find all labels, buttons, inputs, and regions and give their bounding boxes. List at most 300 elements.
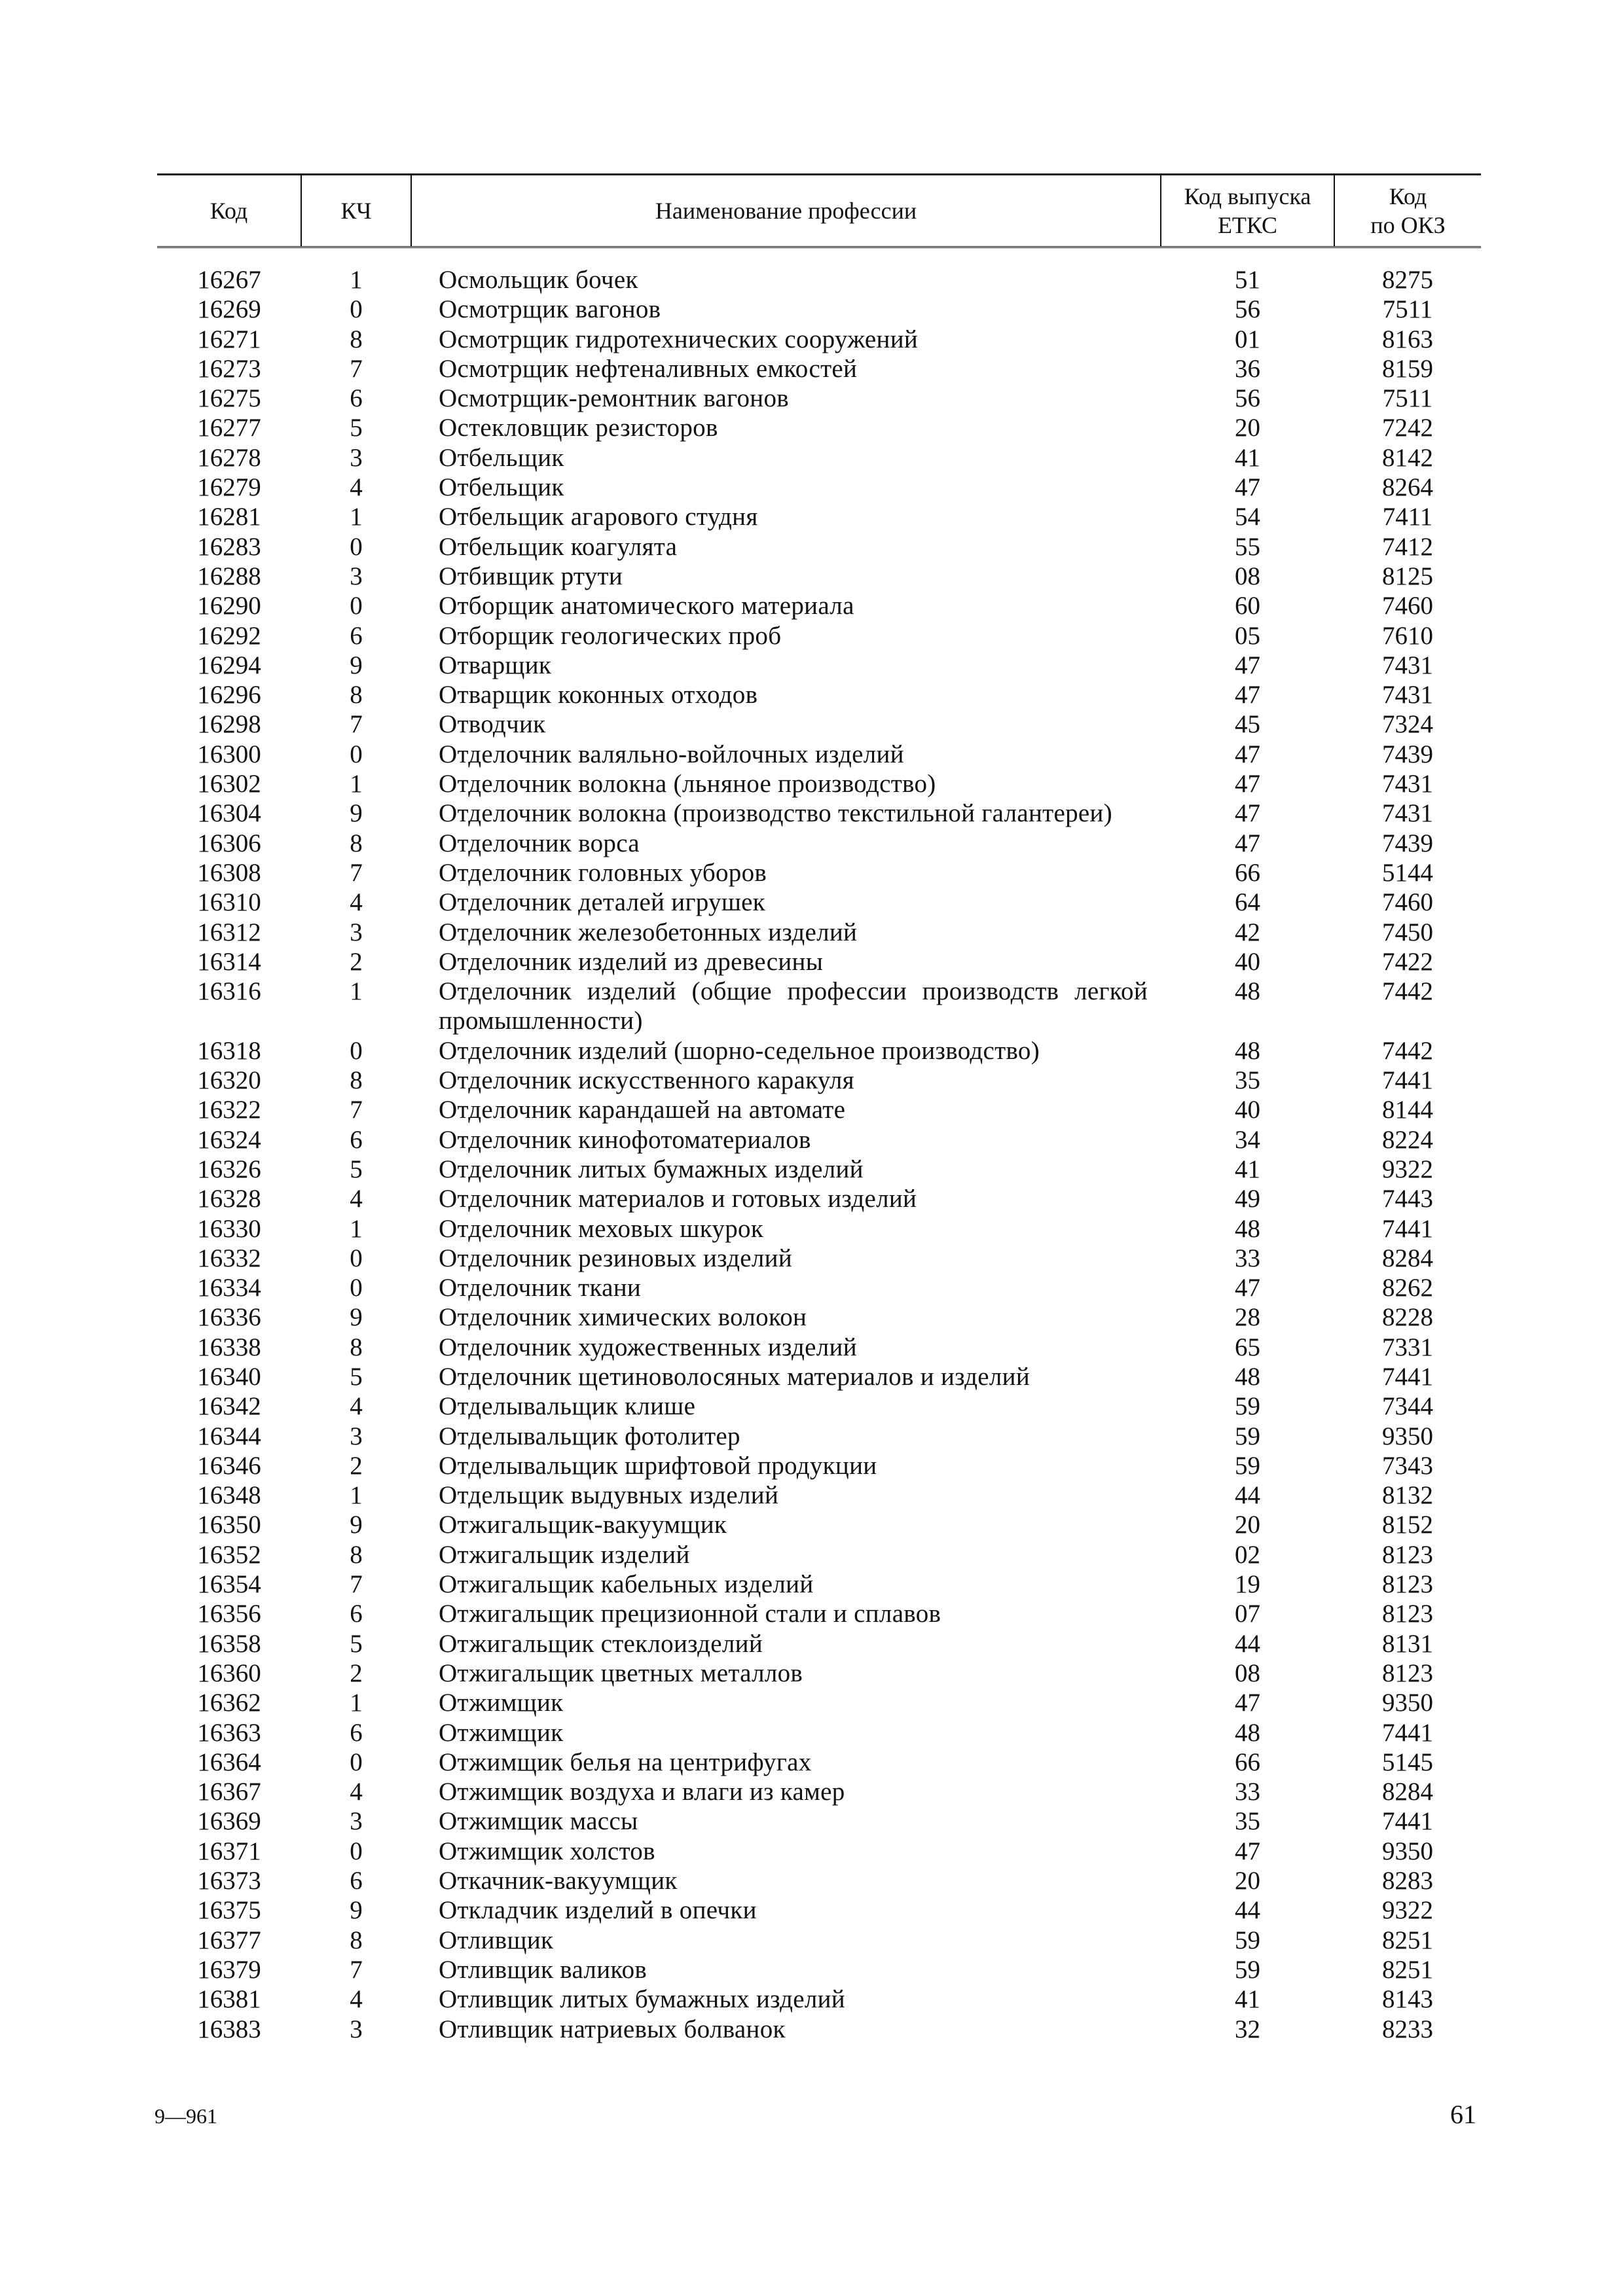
cell-name: Отделывальщик клише xyxy=(439,1392,696,1421)
cell-okz: 7242 xyxy=(1382,414,1433,442)
cell-okz: 8123 xyxy=(1382,1600,1433,1628)
cell-kch: 5 xyxy=(350,1629,363,1658)
cell-okz: 8275 xyxy=(1382,266,1433,294)
cell-okz: 7422 xyxy=(1382,947,1433,976)
cell-kch: 0 xyxy=(350,1274,363,1302)
table-row xyxy=(157,1155,1481,1184)
cell-code: 16346 xyxy=(197,1451,261,1480)
cell-okz: 9322 xyxy=(1382,1896,1433,1925)
cell-kch: 2 xyxy=(350,1659,363,1687)
cell-name: Отделочник химических волокон xyxy=(439,1303,807,1332)
table-row xyxy=(157,1806,1481,1836)
cell-name: Отделочник деталей игрушек xyxy=(439,888,766,917)
cell-kch: 6 xyxy=(350,621,363,650)
table-row xyxy=(157,1302,1481,1332)
cell-name: Отделочник изделий (шорно-седельное производство) xyxy=(439,1036,1040,1065)
cell-okz: 8283 xyxy=(1382,1867,1433,1895)
cell-code: 16288 xyxy=(197,562,261,590)
cell-okz: 8143 xyxy=(1382,1985,1433,2014)
cell-etks: 33 xyxy=(1235,1244,1260,1272)
cell-okz: 8144 xyxy=(1382,1096,1433,1124)
cell-kch: 8 xyxy=(350,1333,363,1361)
cell-kch: 0 xyxy=(350,295,363,324)
cell-kch: 1 xyxy=(350,1481,363,1510)
cell-code: 16350 xyxy=(197,1511,261,1539)
table-row xyxy=(157,354,1481,384)
cell-code: 16316 xyxy=(197,977,261,1006)
cell-code: 16371 xyxy=(197,1837,261,1865)
cell-kch: 5 xyxy=(350,414,363,442)
cell-etks: 20 xyxy=(1235,414,1260,442)
cell-code: 16294 xyxy=(197,651,261,679)
cell-kch: 5 xyxy=(350,1362,363,1391)
cell-kch: 6 xyxy=(350,1600,363,1628)
table-row xyxy=(157,1688,1481,1717)
table-row xyxy=(157,562,1481,591)
cell-okz: 8284 xyxy=(1382,1244,1433,1272)
cell-code: 16375 xyxy=(197,1896,261,1925)
cell-name: Отделочник ткани xyxy=(439,1274,642,1302)
cell-kch: 0 xyxy=(350,592,363,620)
cell-kch: 4 xyxy=(350,1985,363,2014)
table-row xyxy=(157,1391,1481,1421)
cell-code: 16352 xyxy=(197,1540,261,1569)
cell-okz: 7441 xyxy=(1382,1807,1433,1836)
cell-kch: 5 xyxy=(350,1155,363,1183)
cell-kch: 6 xyxy=(350,384,363,413)
table-row xyxy=(157,473,1481,502)
cell-kch: 9 xyxy=(350,799,363,828)
header-okz-line1: Код xyxy=(1389,183,1427,209)
cell-kch: 7 xyxy=(350,1096,363,1124)
cell-etks: 41 xyxy=(1235,1155,1260,1183)
cell-name: Отделочник изделий из древесины xyxy=(439,947,824,976)
cell-code: 16358 xyxy=(197,1629,261,1658)
cell-etks: 47 xyxy=(1235,740,1260,768)
table-row xyxy=(157,532,1481,562)
cell-name: Отделочник ворса xyxy=(439,829,640,857)
cell-kch: 0 xyxy=(350,1748,363,1776)
cell-kch: 8 xyxy=(350,1926,363,1954)
cell-etks: 44 xyxy=(1235,1481,1260,1510)
page-number: 61 xyxy=(1450,2100,1476,2129)
cell-kch: 8 xyxy=(350,325,363,353)
cell-code: 16363 xyxy=(197,1718,261,1747)
cell-etks: 33 xyxy=(1235,1778,1260,1806)
table-row xyxy=(157,1422,1481,1451)
cell-etks: 47 xyxy=(1235,829,1260,857)
cell-kch: 7 xyxy=(350,354,363,383)
cell-etks: 48 xyxy=(1235,1214,1260,1243)
cell-etks: 20 xyxy=(1235,1511,1260,1539)
cell-code: 16362 xyxy=(197,1689,261,1717)
cell-code: 16326 xyxy=(197,1155,261,1183)
cell-etks: 48 xyxy=(1235,977,1260,1006)
cell-etks: 41 xyxy=(1235,1985,1260,2014)
cell-okz: 7450 xyxy=(1382,918,1433,946)
cell-okz: 9350 xyxy=(1382,1689,1433,1717)
cell-name: Отделывальщик фотолитер xyxy=(439,1422,740,1450)
cell-name: Отжигальщик цветных металлов xyxy=(439,1659,803,1687)
cell-code: 16267 xyxy=(197,266,261,294)
table-row xyxy=(157,1748,1481,1777)
cell-name: Отбельщик xyxy=(439,443,564,472)
cell-code: 16334 xyxy=(197,1274,261,1302)
cell-kch: 1 xyxy=(350,1214,363,1243)
cell-etks: 47 xyxy=(1235,473,1260,502)
cell-code: 16310 xyxy=(197,888,261,917)
cell-code: 16330 xyxy=(197,1214,261,1243)
table-row xyxy=(157,977,1481,1036)
cell-okz: 8284 xyxy=(1382,1778,1433,1806)
cell-code: 16308 xyxy=(197,858,261,887)
cell-name: Отделочник кинофотоматериалов xyxy=(439,1125,811,1154)
cell-kch: 1 xyxy=(350,770,363,798)
table-row xyxy=(157,1629,1481,1659)
cell-code: 16283 xyxy=(197,532,261,561)
cell-kch: 7 xyxy=(350,1570,363,1599)
table-row xyxy=(157,1926,1481,1955)
cell-name: Отварщик xyxy=(439,651,552,679)
cell-etks: 59 xyxy=(1235,1451,1260,1480)
table-row xyxy=(157,1895,1481,1925)
cell-code: 16273 xyxy=(197,354,261,383)
cell-name: Отделочник искусственного каракуля xyxy=(439,1066,854,1095)
table-row xyxy=(157,829,1481,858)
cell-okz: 9322 xyxy=(1382,1155,1433,1183)
cell-okz: 7460 xyxy=(1382,888,1433,917)
table-row xyxy=(157,1837,1481,1866)
cell-okz: 7343 xyxy=(1382,1451,1433,1480)
cell-code: 16379 xyxy=(197,1955,261,1984)
table-row xyxy=(157,680,1481,709)
cell-okz: 8159 xyxy=(1382,354,1433,383)
cell-name: Отжимщик холстов xyxy=(439,1837,655,1865)
cell-name: Отбельщик xyxy=(439,473,564,502)
cell-etks: 54 xyxy=(1235,503,1260,531)
cell-kch: 4 xyxy=(350,1185,363,1213)
cell-kch: 4 xyxy=(350,473,363,502)
cell-kch: 0 xyxy=(350,1837,363,1865)
cell-etks: 47 xyxy=(1235,651,1260,679)
table-row xyxy=(157,858,1481,888)
cell-name: Отжигальщик кабельных изделий xyxy=(439,1570,814,1599)
table-row xyxy=(157,1066,1481,1095)
table-row xyxy=(157,1244,1481,1273)
cell-okz: 7439 xyxy=(1382,740,1433,768)
cell-kch: 8 xyxy=(350,681,363,709)
cell-okz: 7511 xyxy=(1382,295,1433,324)
cell-kch: 3 xyxy=(350,1807,363,1836)
table-row xyxy=(157,1777,1481,1806)
cell-name: Отжимщик воздуха и влаги из камер xyxy=(439,1778,845,1806)
table-row xyxy=(157,1273,1481,1302)
cell-name: Отжимщик белья на центрифугах xyxy=(439,1748,812,1776)
table-row xyxy=(157,265,1481,295)
cell-name: Отжигальщик прецизионной стали и сплавов xyxy=(439,1600,941,1628)
cell-etks: 59 xyxy=(1235,1955,1260,1984)
cell-etks: 66 xyxy=(1235,858,1260,887)
cell-kch: 9 xyxy=(350,1511,363,1539)
cell-kch: 7 xyxy=(350,1955,363,1984)
cell-kch: 7 xyxy=(350,858,363,887)
cell-kch: 8 xyxy=(350,829,363,857)
cell-okz: 5144 xyxy=(1382,858,1433,887)
cell-etks: 56 xyxy=(1235,295,1260,324)
table-row xyxy=(157,325,1481,354)
cell-okz: 7441 xyxy=(1382,1362,1433,1391)
cell-kch: 3 xyxy=(350,562,363,590)
cell-code: 16300 xyxy=(197,740,261,768)
cell-kch: 8 xyxy=(350,1540,363,1569)
cell-name: Отжимщик xyxy=(439,1689,564,1717)
cell-kch: 8 xyxy=(350,1066,363,1095)
cell-etks: 08 xyxy=(1235,562,1260,590)
cell-okz: 7441 xyxy=(1382,1718,1433,1747)
cell-kch: 7 xyxy=(350,710,363,739)
cell-name: Отделочник волокна (производство текстильной галантереи) xyxy=(439,799,1112,828)
cell-code: 16369 xyxy=(197,1807,261,1836)
cell-okz: 8152 xyxy=(1382,1511,1433,1539)
cell-etks: 02 xyxy=(1235,1540,1260,1569)
table-row xyxy=(157,413,1481,442)
table-row xyxy=(157,918,1481,947)
cell-name: Отбельщик коагулята xyxy=(439,532,678,561)
cell-okz: 8251 xyxy=(1382,1955,1433,1984)
table-row xyxy=(157,1125,1481,1155)
cell-etks: 51 xyxy=(1235,266,1260,294)
cell-name: Отливщик валиков xyxy=(439,1955,647,1984)
table-row xyxy=(157,1036,1481,1066)
cell-code: 16360 xyxy=(197,1659,261,1687)
cell-etks: 44 xyxy=(1235,1896,1260,1925)
table-row xyxy=(157,384,1481,413)
cell-etks: 47 xyxy=(1235,799,1260,828)
cell-okz: 7412 xyxy=(1382,532,1433,561)
cell-kch: 0 xyxy=(350,532,363,561)
cell-name: Отжимщик xyxy=(439,1718,564,1747)
cell-etks: 47 xyxy=(1235,1274,1260,1302)
cell-name: Отжимщик массы xyxy=(439,1807,638,1836)
cell-okz: 8125 xyxy=(1382,562,1433,590)
table-row xyxy=(157,295,1481,324)
cell-etks: 59 xyxy=(1235,1392,1260,1421)
cell-code: 16302 xyxy=(197,770,261,798)
cell-kch: 6 xyxy=(350,1718,363,1747)
table-row xyxy=(157,769,1481,798)
table-row xyxy=(157,888,1481,917)
cell-kch: 1 xyxy=(350,503,363,531)
cell-name: Отливщик литых бумажных изделий xyxy=(439,1985,845,2014)
cell-code: 16269 xyxy=(197,295,261,324)
cell-etks: 47 xyxy=(1235,770,1260,798)
cell-okz: 7442 xyxy=(1382,977,1433,1006)
cell-okz: 9350 xyxy=(1382,1422,1433,1450)
table-row xyxy=(157,502,1481,531)
table-row xyxy=(157,2015,1481,2044)
cell-okz: 7431 xyxy=(1382,770,1433,798)
cell-okz: 7344 xyxy=(1382,1392,1433,1421)
cell-etks: 48 xyxy=(1235,1718,1260,1747)
table-row xyxy=(157,709,1481,739)
cell-name: Отборщик анатомического материала xyxy=(439,592,854,620)
cell-etks: 40 xyxy=(1235,1096,1260,1124)
cell-etks: 49 xyxy=(1235,1185,1260,1213)
cell-okz: 8131 xyxy=(1382,1629,1433,1658)
cell-okz: 8163 xyxy=(1382,325,1433,353)
cell-etks: 34 xyxy=(1235,1125,1260,1154)
cell-kch: 9 xyxy=(350,1896,363,1925)
cell-name: Отделочник волокна (льняное производство) xyxy=(439,770,936,798)
cell-etks: 60 xyxy=(1235,592,1260,620)
cell-name: Отдельщик выдувных изделий xyxy=(439,1481,779,1510)
table-row xyxy=(157,798,1481,828)
cell-name: Отжигальщик-вакуумщик xyxy=(439,1511,727,1539)
cell-kch: 4 xyxy=(350,1778,363,1806)
cell-etks: 56 xyxy=(1235,384,1260,413)
cell-code: 16324 xyxy=(197,1125,261,1154)
professions-table xyxy=(157,173,1481,2044)
cell-code: 16290 xyxy=(197,592,261,620)
cell-etks: 35 xyxy=(1235,1066,1260,1095)
cell-kch: 3 xyxy=(350,443,363,472)
cell-code: 16367 xyxy=(197,1778,261,1806)
cell-code: 16383 xyxy=(197,2015,261,2043)
table-row xyxy=(157,651,1481,680)
table-row xyxy=(157,1955,1481,1984)
cell-code: 16320 xyxy=(197,1066,261,1095)
cell-name: Откачник-вакуумщик xyxy=(439,1867,678,1895)
cell-name: Отделочник литых бумажных изделий xyxy=(439,1155,864,1183)
table-row xyxy=(157,591,1481,620)
cell-kch: 1 xyxy=(350,1689,363,1717)
cell-okz: 8233 xyxy=(1382,2015,1433,2043)
cell-name: Отделочник карандашей на автомате xyxy=(439,1096,846,1124)
header-etks-code xyxy=(1161,175,1334,247)
header-kch: КЧ xyxy=(301,175,411,247)
table-row xyxy=(157,1333,1481,1362)
cell-name: Отделочник меховых шкурок xyxy=(439,1214,764,1243)
table-row xyxy=(157,1510,1481,1539)
cell-name: Отделочник изделий (общие профессии производств легкой промышленности) xyxy=(439,977,1148,1035)
cell-kch: 1 xyxy=(350,266,363,294)
cell-okz: 7411 xyxy=(1382,503,1433,531)
cell-etks: 42 xyxy=(1235,918,1260,946)
cell-code: 16332 xyxy=(197,1244,261,1272)
cell-kch: 6 xyxy=(350,1125,363,1154)
cell-kch: 0 xyxy=(350,1244,363,1272)
cell-name: Отделывальщик шрифтовой продукции xyxy=(439,1451,877,1480)
cell-code: 16340 xyxy=(197,1362,261,1391)
cell-etks: 59 xyxy=(1235,1422,1260,1450)
cell-etks: 32 xyxy=(1235,2015,1260,2043)
table-header xyxy=(157,175,1481,266)
cell-okz: 7431 xyxy=(1382,681,1433,709)
cell-name: Отборщик геологических проб xyxy=(439,621,782,650)
cell-name: Отделочник резиновых изделий xyxy=(439,1244,792,1272)
table-row xyxy=(157,1659,1481,1688)
print-signature: 9—961 xyxy=(155,2104,217,2128)
cell-name: Отжигальщик изделий xyxy=(439,1540,690,1569)
cell-code: 16275 xyxy=(197,384,261,413)
cell-okz: 7441 xyxy=(1382,1214,1433,1243)
cell-kch: 6 xyxy=(350,1867,363,1895)
cell-kch: 2 xyxy=(350,1451,363,1480)
table-row xyxy=(157,1718,1481,1748)
cell-okz: 8224 xyxy=(1382,1125,1433,1154)
cell-okz: 8132 xyxy=(1382,1481,1433,1510)
cell-etks: 45 xyxy=(1235,710,1260,739)
cell-code: 16306 xyxy=(197,829,261,857)
cell-etks: 66 xyxy=(1235,1748,1260,1776)
header-etks-line2: ЕТКС xyxy=(1217,212,1278,238)
cell-name: Отделочник головных уборов xyxy=(439,858,767,887)
cell-etks: 28 xyxy=(1235,1303,1260,1332)
cell-okz: 5145 xyxy=(1382,1748,1433,1776)
cell-code: 16278 xyxy=(197,443,261,472)
cell-name: Отделочник материалов и готовых изделий xyxy=(439,1185,917,1213)
cell-etks: 65 xyxy=(1235,1333,1260,1361)
cell-okz: 7610 xyxy=(1382,621,1433,650)
table-row xyxy=(157,1866,1481,1895)
cell-code: 16292 xyxy=(197,621,261,650)
cell-code: 16298 xyxy=(197,710,261,739)
cell-code: 16322 xyxy=(197,1096,261,1124)
cell-okz: 8142 xyxy=(1382,443,1433,472)
cell-name: Отводчик xyxy=(439,710,546,739)
cell-code: 16314 xyxy=(197,947,261,976)
cell-code: 16271 xyxy=(197,325,261,353)
cell-code: 16342 xyxy=(197,1392,261,1421)
cell-code: 16354 xyxy=(197,1570,261,1599)
table-row xyxy=(157,1451,1481,1480)
cell-etks: 01 xyxy=(1235,325,1260,353)
cell-okz: 8123 xyxy=(1382,1540,1433,1569)
cell-kch: 4 xyxy=(350,888,363,917)
cell-etks: 41 xyxy=(1235,443,1260,472)
cell-name: Отжигальщик стеклоизделий xyxy=(439,1629,763,1658)
cell-etks: 40 xyxy=(1235,947,1260,976)
table-row xyxy=(157,621,1481,651)
cell-kch: 0 xyxy=(350,740,363,768)
professions-table-wrapper xyxy=(157,173,1481,2044)
cell-kch: 1 xyxy=(350,977,363,1006)
cell-okz: 8264 xyxy=(1382,473,1433,502)
cell-okz: 9350 xyxy=(1382,1837,1433,1865)
cell-kch: 3 xyxy=(350,918,363,946)
cell-code: 16304 xyxy=(197,799,261,828)
cell-okz: 7431 xyxy=(1382,799,1433,828)
cell-kch: 9 xyxy=(350,1303,363,1332)
cell-okz: 7331 xyxy=(1382,1333,1433,1361)
table-row xyxy=(157,443,1481,473)
cell-name: Откладчик изделий в опечки xyxy=(439,1896,757,1925)
cell-code: 16356 xyxy=(197,1600,261,1628)
cell-name: Отливщик натриевых болванок xyxy=(439,2015,786,2043)
cell-etks: 08 xyxy=(1235,1659,1260,1687)
cell-name: Осмотрщик нефтеналивных емкостей xyxy=(439,354,858,383)
cell-etks: 20 xyxy=(1235,1867,1260,1895)
table-row xyxy=(157,1214,1481,1244)
cell-name: Осмотрщик-ремонтник вагонов xyxy=(439,384,789,413)
cell-code: 16328 xyxy=(197,1185,261,1213)
cell-etks: 35 xyxy=(1235,1807,1260,1836)
cell-name: Отделочник валяльно-войлочных изделий xyxy=(439,740,904,768)
cell-okz: 8123 xyxy=(1382,1659,1433,1687)
cell-name: Осмотрщик гидротехнических сооружений xyxy=(439,325,919,353)
table-row xyxy=(157,1984,1481,2014)
cell-name: Отделочник щетиноволосяных материалов и изделий xyxy=(439,1362,1030,1391)
